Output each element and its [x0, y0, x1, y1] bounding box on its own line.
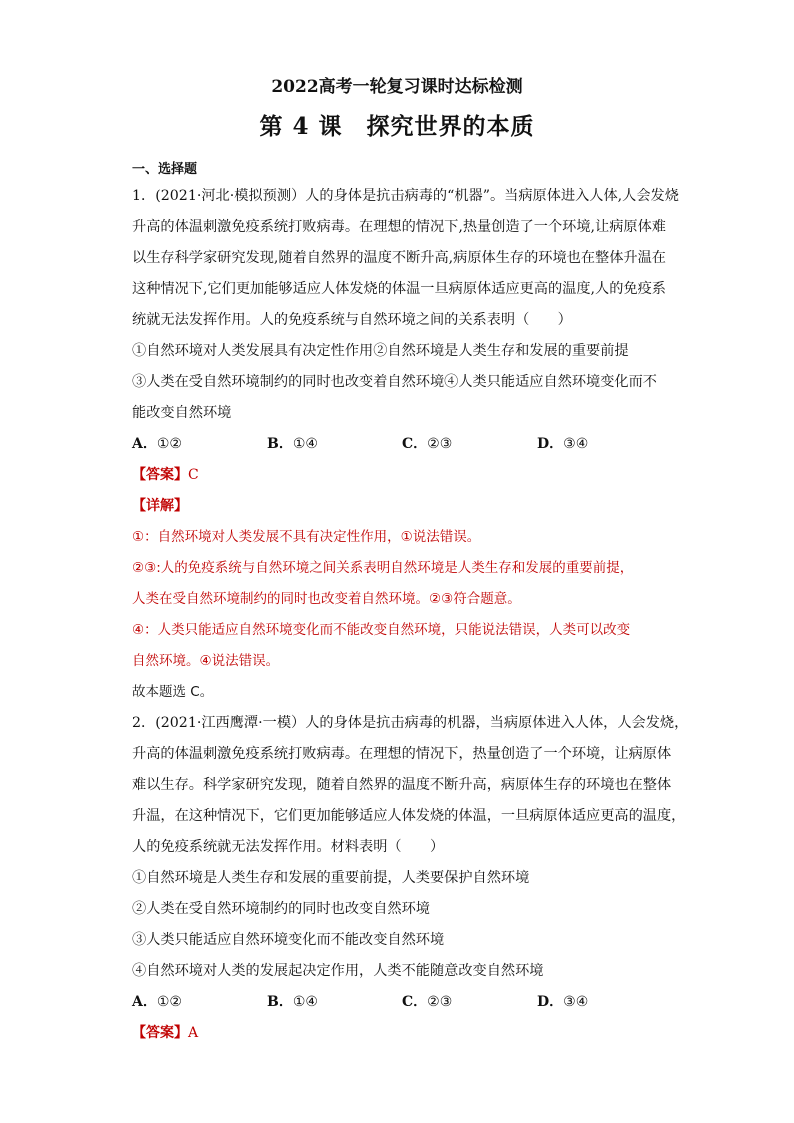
option-text: ①④: [292, 436, 318, 452]
statement-line: ③人类在受自然环境制约的同时也改变着自然环境④人类只能适应自然环境变化而不: [132, 374, 657, 390]
answer-tag: 【答案】: [132, 1025, 188, 1041]
option-letter: B．: [267, 436, 293, 452]
option-letter: B．: [267, 994, 293, 1010]
statement-line: 能改变自然环境: [132, 405, 232, 421]
question-2-answer: [132, 1023, 672, 1043]
option-letter: D．: [537, 436, 564, 452]
option-a: [132, 992, 267, 1012]
question-2-options: [132, 992, 672, 1012]
question-1-line: 1．(2021·河北·模拟预测）人的身体是抗击病毒的“机器”。当病原体进入人体,人会发烧: [132, 188, 679, 204]
option-text: ②③: [427, 994, 453, 1010]
question-1-answer: [132, 465, 672, 485]
option-text: ①④: [292, 994, 318, 1010]
option-letter: A．: [132, 436, 157, 452]
detail-line: 自然环境。④说法错误。: [132, 653, 280, 669]
option-b: [267, 434, 402, 454]
question-2-line: 升温，在这种情况下，它们更加能够适应人体发烧的体温，一旦病原体适应更高的温度，: [132, 808, 686, 824]
option-letter: C．: [402, 994, 428, 1010]
answer-value: A: [188, 1025, 199, 1041]
option-d: [537, 434, 672, 454]
statement-line: ④自然环境对人类的发展起决定作用，人类不能随意改变自然环境: [132, 963, 544, 979]
detail-line: ①：自然环境对人类发展不具有决定性作用，①说法错误。: [132, 529, 481, 545]
option-text: ③④: [563, 994, 589, 1010]
content: [132, 160, 689, 1054]
option-letter: D．: [537, 994, 564, 1010]
detail-line: ④：人类只能适应自然环境变化而不能改变自然环境，只能说法错误，人类可以改变: [132, 622, 631, 638]
option-c: [402, 992, 537, 1012]
option-d: [537, 992, 672, 1012]
section-heading: 一、选择题: [132, 162, 198, 177]
question-1-detail-heading: [132, 496, 672, 516]
option-letter: A．: [132, 994, 157, 1010]
question-2-line: 2．(2021·江西鹰潭·一模）人的身体是抗击病毒的机器，当病原体进入人体，人会发烧，: [132, 715, 689, 731]
option-a: [132, 434, 267, 454]
detail-line: ②③:人的免疫系统与自然环境之间关系表明自然环境是人类生存和发展的重要前提，: [132, 560, 634, 576]
option-b: [267, 992, 402, 1012]
lesson-title: 第 4 课 探究世界的本质: [259, 113, 535, 140]
question-2-line: 升高的体温刺激免疫系统打败病毒。在理想的情况下，热量创造了一个环境，让病原体: [132, 746, 672, 762]
statement-line: ③人类只能适应自然环境变化而不能改变自然环境: [132, 932, 445, 948]
question-1-statements: [132, 341, 672, 423]
question-2-line: 难以生存。科学家研究发现，随着自然界的温度不断升高，病原体生存的环境也在整体: [132, 777, 672, 793]
answer-value: C: [188, 467, 199, 483]
answer-tag: 【答案】: [132, 467, 188, 483]
question-1-line: 统就无法发挥作用。人的免疫系统与自然环境之间的关系表明（ ）: [132, 312, 572, 328]
question-1-options: [132, 434, 672, 454]
statement-line: ②人类在受自然环境制约的同时也改变自然环境: [132, 901, 430, 917]
option-text: ③④: [563, 436, 589, 452]
question-2-statements: [132, 868, 672, 981]
statement-line: ①自然环境对人类发展具有决定性作用②自然环境是人类生存和发展的重要前提: [132, 343, 629, 359]
question-1-line: 升高的体温刺激免疫系统打败病毒。在理想的情况下,热量创造了一个环境,让病原体难: [132, 219, 666, 235]
question-1-line: 以生存科学家研究发现,随着自然界的温度不断升高,病原体生存的环境也在整体升温在: [132, 250, 666, 266]
conclusion-line: 故本题选 C。: [132, 684, 214, 700]
option-text: ①②: [156, 436, 182, 452]
question-1-detail: [132, 527, 672, 702]
option-text: ②③: [427, 436, 453, 452]
doc-title: 2022高考一轮复习课时达标检测: [271, 77, 523, 97]
detail-tag: 【详解】: [132, 498, 188, 514]
option-text: ①②: [156, 994, 182, 1010]
option-c: [402, 434, 537, 454]
detail-line: 人类在受自然环境制约的同时也改变着自然环境。②③符合题意。: [132, 591, 521, 607]
question-2-stem: [132, 713, 689, 857]
statement-line: ①自然环境是人类生存和发展的重要前提，人类要保护自然环境: [132, 870, 530, 886]
question-2-line: 人的免疫系统就无法发挥作用。材料表明（ ）: [132, 839, 445, 855]
question-1-stem: [132, 186, 679, 330]
option-letter: C．: [402, 436, 428, 452]
question-1-line: 这种情况下,它们更加能够适应人体发烧的体温一旦病原体适应更高的温度,人的免疫系: [132, 281, 666, 297]
